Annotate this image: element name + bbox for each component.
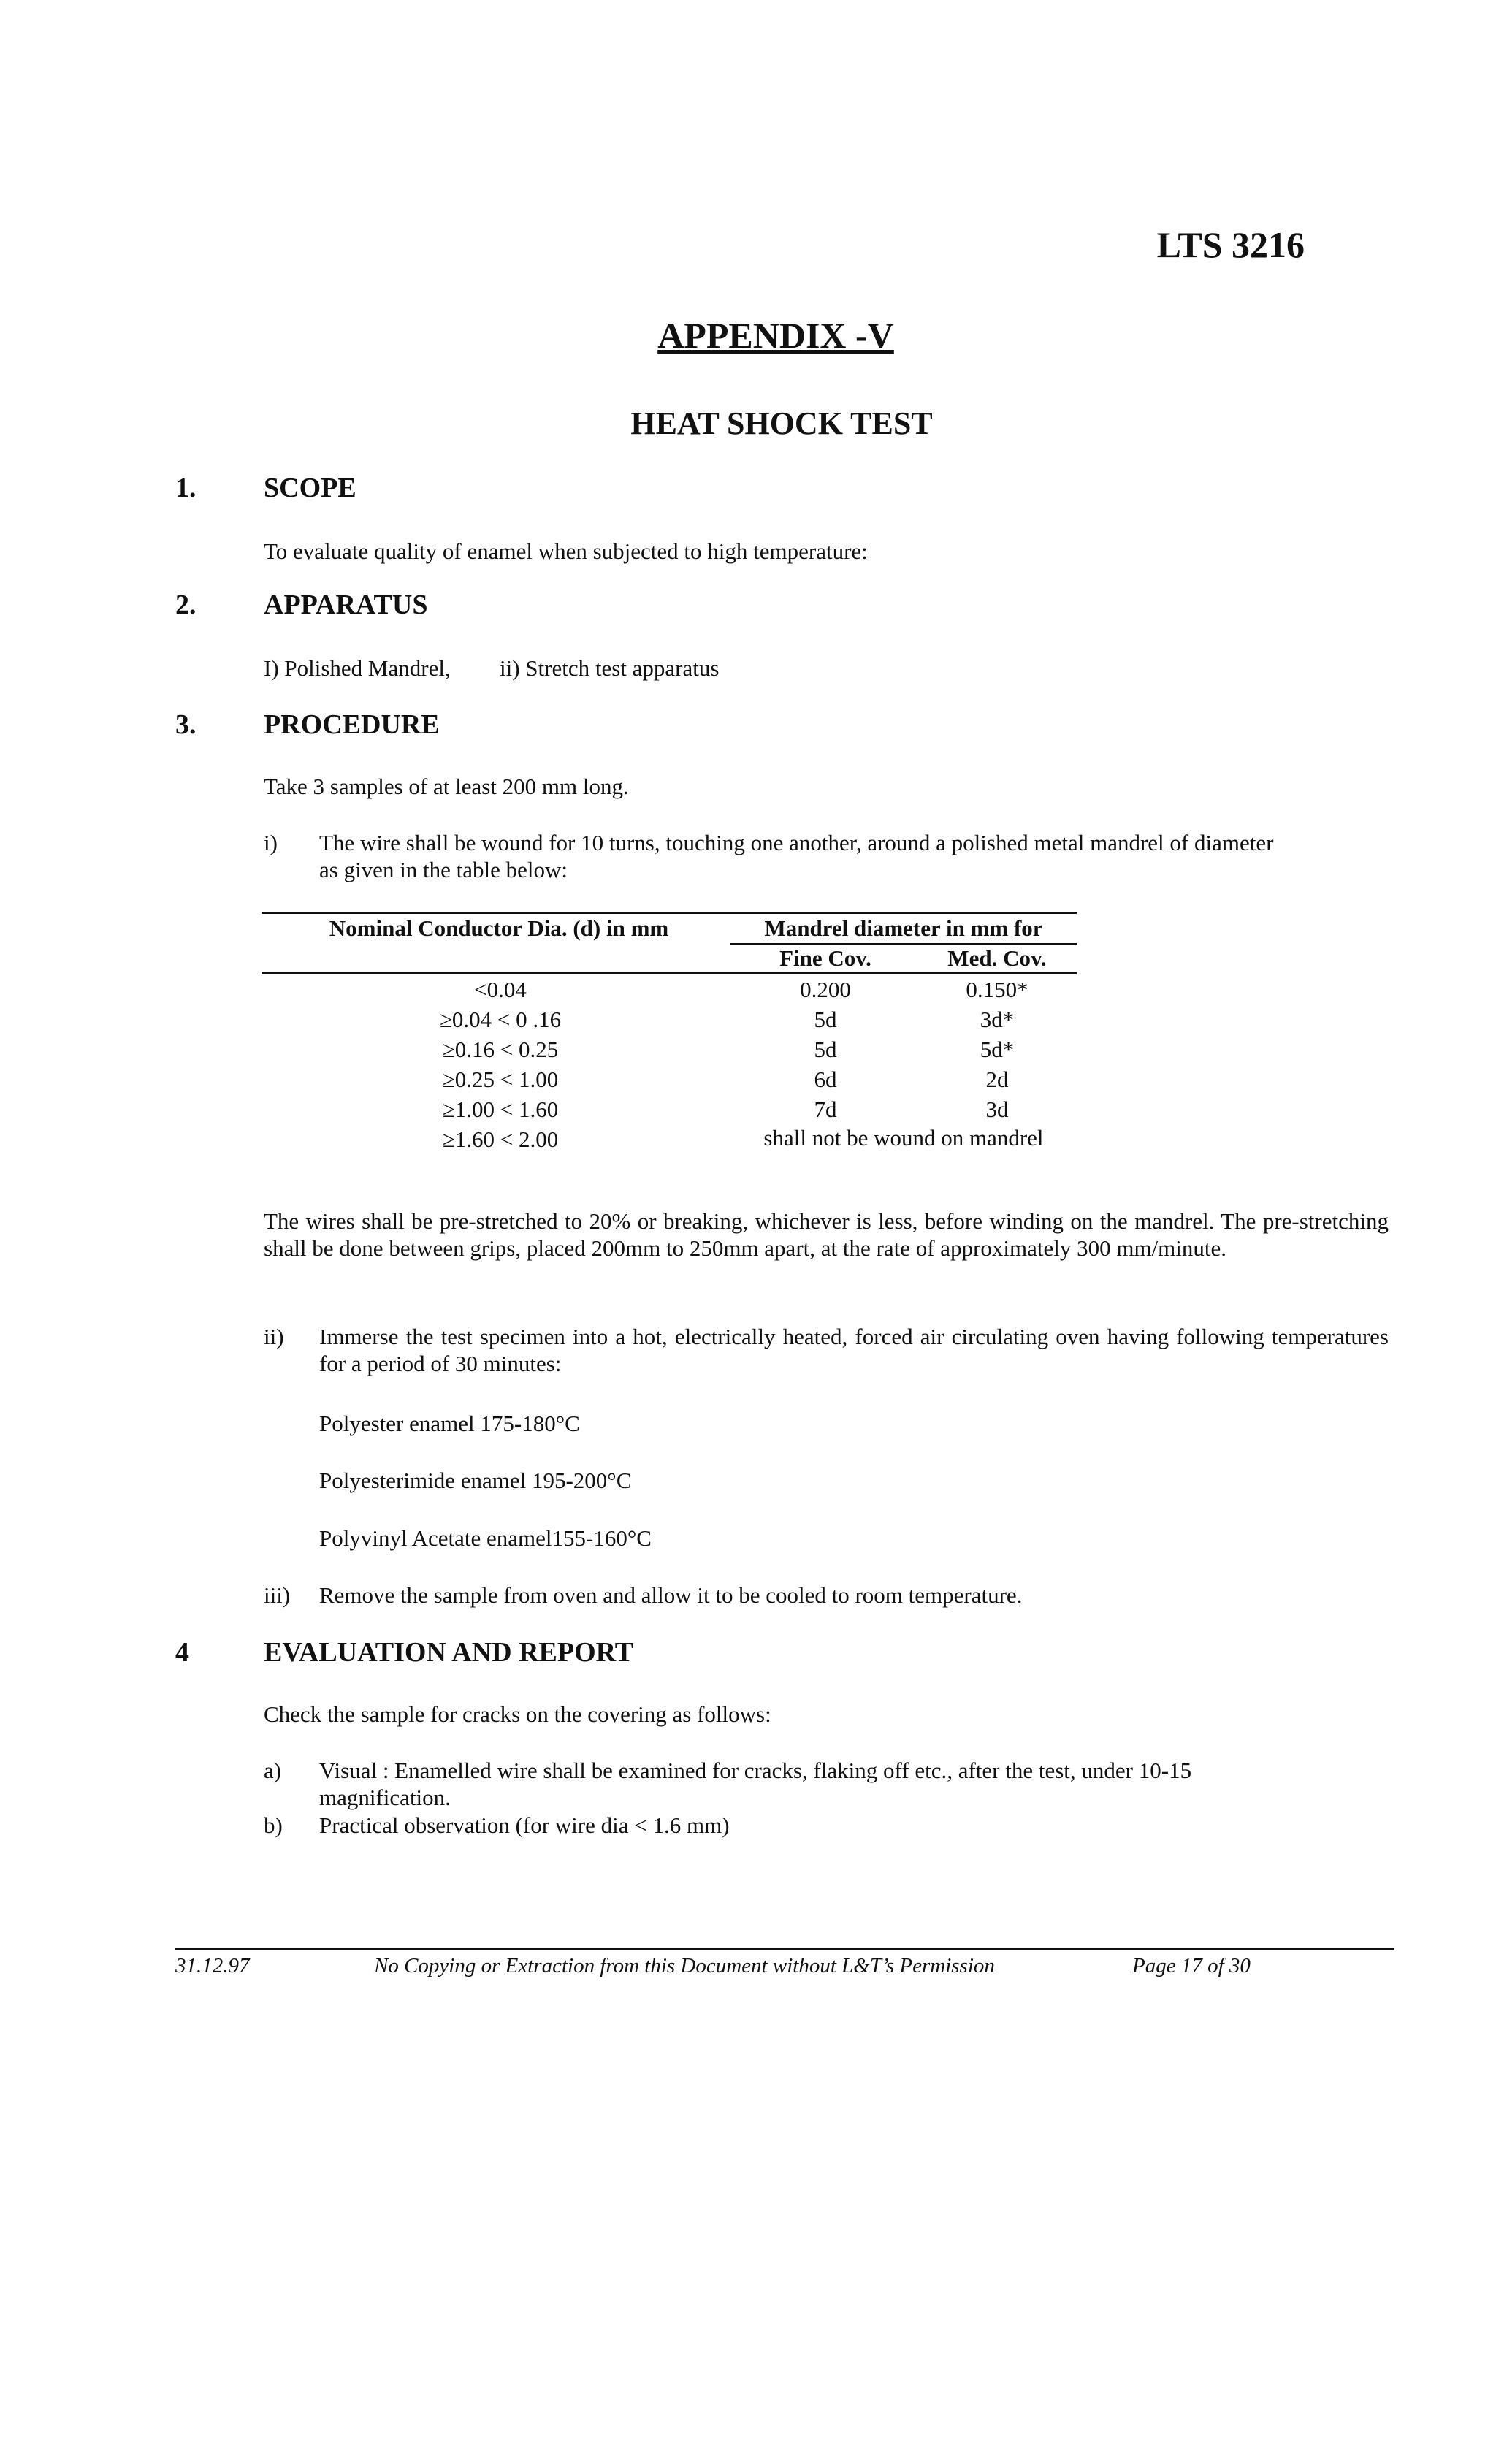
- table-cell-fine: 0.200: [800, 977, 851, 1002]
- table-header-fine-cov: Fine Cov.: [779, 945, 871, 971]
- temp-polyester: Polyester enamel 175-180°C: [319, 1411, 580, 1436]
- table-cell-med: 3d: [985, 1096, 1009, 1122]
- appendix-title: APPENDIX -V: [657, 315, 894, 356]
- footer-rule: [175, 1948, 1394, 1950]
- table-header-med-cov: Med. Cov.: [947, 945, 1047, 971]
- step-ii-text: Immerse the test specimen into a hot, electrically heated, forced air circulating oven having following temperatures for a period of 30 minutes:: [319, 1324, 1389, 1376]
- table-top-rule: [262, 912, 1077, 914]
- table-header-rule: [262, 972, 1077, 974]
- table-header-conductor-dia: Nominal Conductor Dia. (d) in mm: [329, 915, 669, 941]
- table-header-mandrel-group: Mandrel diameter in mm for: [764, 915, 1043, 941]
- footer-page-number: Page 17 of 30: [1132, 1954, 1251, 1977]
- table-cell-fine: 5d: [814, 1037, 837, 1062]
- evaluation-intro: Check the sample for cracks on the covering as follows:: [264, 1701, 771, 1727]
- table-cell-merged-note: shall not be wound on mandrel: [763, 1125, 1044, 1151]
- table-cell-dia: ≥0.04 < 0 .16: [439, 1007, 562, 1032]
- footer-date: 31.12.97: [175, 1954, 250, 1977]
- apparatus-item-2: ii) Stretch test apparatus: [500, 655, 720, 681]
- prestretch-text: The wires shall be pre-stretched to 20% or breaking, whichever is less, before winding on the mandrel. The pre-stretching shall be done between grips, placed 200mm to 250mm apart, at the rate of approximately 300 mm/minute.: [264, 1208, 1389, 1261]
- section-number-apparatus: 2.: [175, 590, 196, 620]
- footer-notice: No Copying or Extraction from this Document without L&T’s Permission: [374, 1954, 995, 1977]
- table-cell-med: 0.150*: [966, 977, 1028, 1002]
- temp-polyvinyl-acetate: Polyvinyl Acetate enamel155-160°C: [319, 1525, 652, 1551]
- table-cell-fine: 7d: [814, 1096, 837, 1122]
- section-number-evaluation: 4: [175, 1637, 189, 1668]
- table-cell-med: 2d: [985, 1067, 1009, 1092]
- step-iii-marker: iii): [264, 1582, 291, 1608]
- document-number: LTS 3216: [1156, 224, 1305, 265]
- table-cell-dia: ≥1.60 < 2.00: [442, 1126, 559, 1152]
- table-group-rule: [730, 943, 1077, 945]
- apparatus-item-1: I) Polished Mandrel,: [264, 655, 451, 681]
- evaluation-b-marker: b): [264, 1812, 283, 1838]
- table-cell-fine: 6d: [814, 1067, 837, 1092]
- table-cell-dia: ≥0.16 < 0.25: [442, 1037, 559, 1062]
- scope-text: To evaluate quality of enamel when subjected to high temperature:: [264, 538, 868, 564]
- section-heading-procedure: PROCEDURE: [264, 709, 440, 740]
- step-i-marker: i): [264, 830, 278, 855]
- section-heading-scope: SCOPE: [264, 473, 356, 503]
- table-cell-dia: ≥0.25 < 1.00: [442, 1067, 559, 1092]
- step-ii-marker: ii): [264, 1324, 284, 1349]
- section-heading-apparatus: APPARATUS: [264, 590, 428, 620]
- evaluation-b-text: Practical observation (for wire dia < 1.6 mm): [319, 1812, 730, 1838]
- temp-polyesterimide: Polyesterimide enamel 195-200°C: [319, 1468, 632, 1493]
- procedure-intro: Take 3 samples of at least 200 mm long.: [264, 774, 629, 799]
- evaluation-a-text: Visual : Enamelled wire shall be examined for cracks, flaking off etc., after the test, under 10-15 magnification.: [319, 1758, 1192, 1810]
- step-iii-text: Remove the sample from oven and allow it to be cooled to room temperature.: [319, 1582, 1023, 1608]
- evaluation-a-marker: a): [264, 1758, 282, 1783]
- section-number-procedure: 3.: [175, 709, 196, 740]
- table-cell-fine: 5d: [814, 1007, 837, 1032]
- table-cell-med: 5d*: [980, 1037, 1015, 1062]
- table-cell-dia: ≥1.00 < 1.60: [442, 1096, 559, 1122]
- test-title: HEAT SHOCK TEST: [630, 405, 933, 441]
- section-heading-evaluation: EVALUATION AND REPORT: [264, 1637, 634, 1668]
- table-cell-med: 3d*: [980, 1007, 1015, 1032]
- table-cell-dia: <0.04: [474, 977, 527, 1002]
- section-number-scope: 1.: [175, 473, 196, 503]
- step-i-text: The wire shall be wound for 10 turns, touching one another, around a polished metal mandrel of diameter as given in the table below:: [319, 830, 1274, 882]
